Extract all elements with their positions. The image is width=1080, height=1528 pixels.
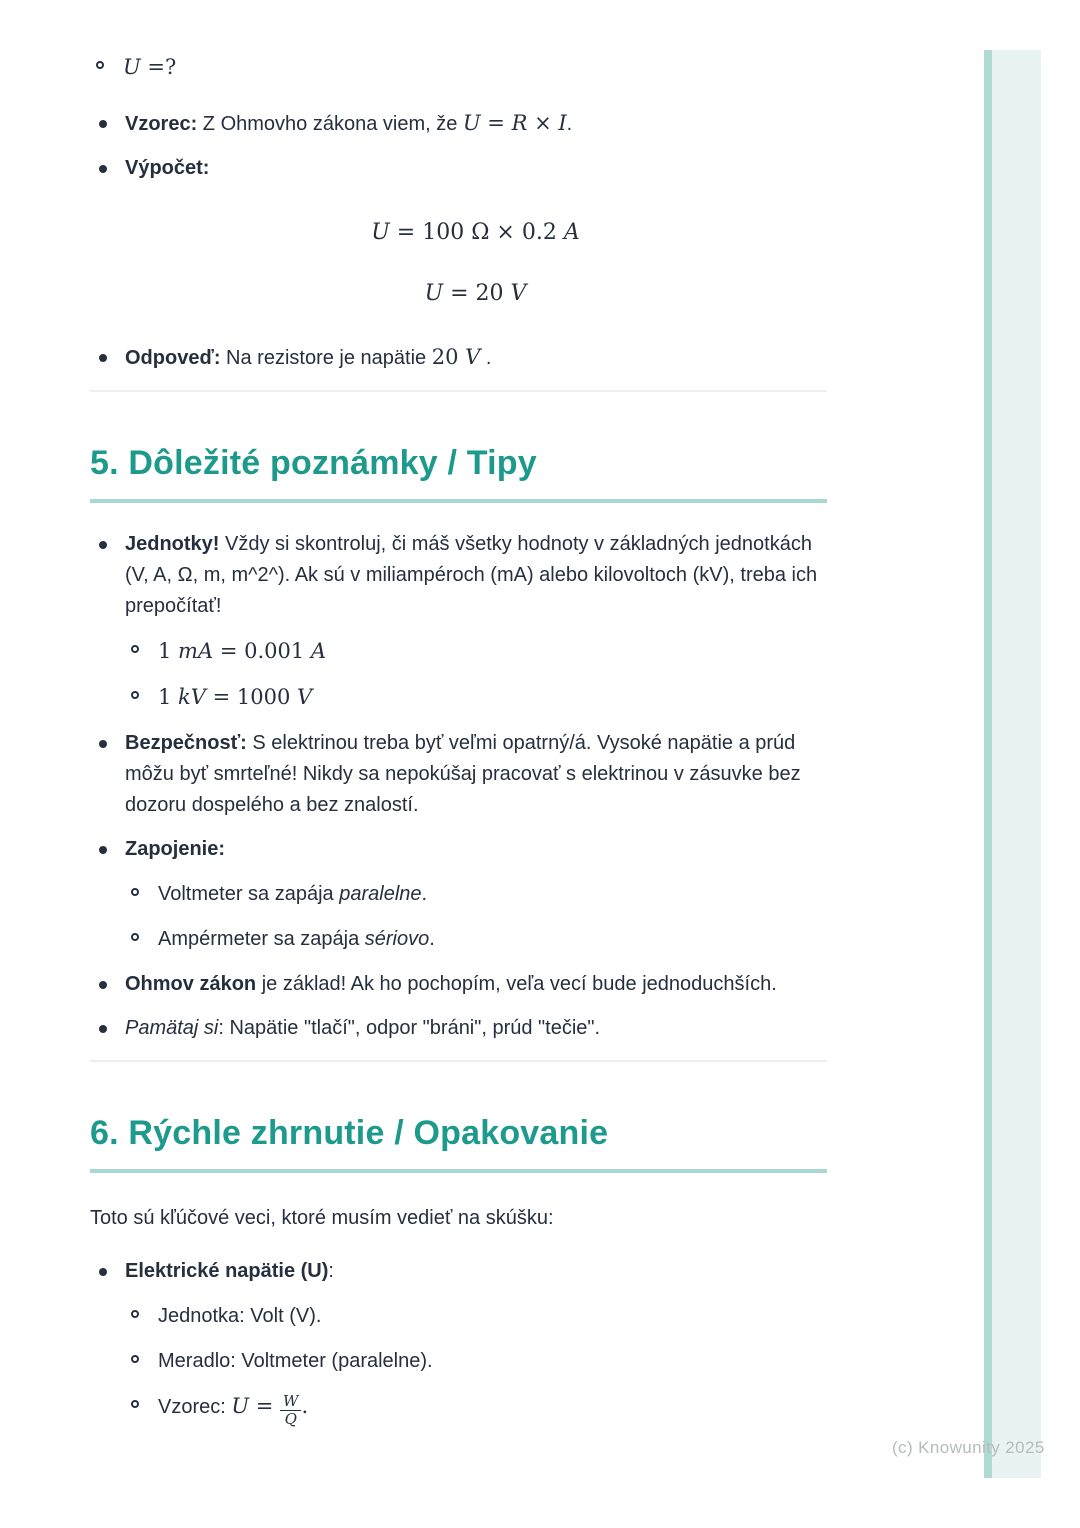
jednotky-text: Vždy si skontroluj, či máš všetky hodnoty v základných jednotkách (V, A, Ω, m, m^2^). Ak sú v miliampéroch (mA) alebo kilovoltoch (kV), treba ich prepočítať! xyxy=(125,533,818,617)
answer-list xyxy=(90,342,827,374)
vzorec-text: Z Ohmovho zákona viem, že xyxy=(197,113,463,135)
odpoved-label: Odpoveď: xyxy=(125,347,221,369)
vzorec-u-text: Vzorec: xyxy=(158,1396,232,1418)
list-item-napatie xyxy=(90,1256,827,1428)
circle-bullet-icon xyxy=(96,61,104,69)
list-item-given-u xyxy=(90,52,827,84)
jednotka-text: Jednotka: Volt (V). xyxy=(158,1305,322,1327)
list-item-pamataj xyxy=(90,1013,827,1044)
section-6-heading: 6. Rýchle zhrnutie / Opakovanie xyxy=(90,1114,827,1173)
ohmov-label: Ohmov zákon xyxy=(125,973,257,995)
fraction-denominator: Q xyxy=(284,1410,297,1428)
circle-bullet-icon xyxy=(131,645,139,653)
math-u-equals: U = xyxy=(231,1394,281,1418)
disc-bullet-icon xyxy=(99,846,107,854)
math-given-u: U =? xyxy=(123,55,177,79)
section-divider xyxy=(90,390,827,392)
solution-list xyxy=(90,108,827,184)
disc-bullet-icon xyxy=(99,165,107,173)
circle-bullet-icon xyxy=(131,691,139,699)
ohmov-text: je základ! Ak ho pochopím, veľa vecí bude jednoduchších. xyxy=(256,973,777,995)
napatie-label: Elektrické napätie (U) xyxy=(125,1260,329,1282)
list-item-vypocet xyxy=(90,153,827,184)
list-item-voltmeter xyxy=(125,879,827,910)
list-item-jednotky xyxy=(90,529,827,714)
napatie-sublist xyxy=(125,1301,827,1428)
math-milliamp: 1 mA = 0.001 A xyxy=(158,639,327,663)
napatie-colon: : xyxy=(328,1260,334,1282)
disc-bullet-icon xyxy=(99,354,107,362)
copyright-watermark: (c) Knowunity 2025 xyxy=(892,1438,1045,1457)
odpoved-tail: . xyxy=(480,347,492,369)
zapojenie-label: Zapojenie: xyxy=(125,838,226,860)
section-divider xyxy=(90,1060,827,1062)
section-5-heading: 5. Dôležité poznámky / Tipy xyxy=(90,444,827,503)
disc-bullet-icon xyxy=(99,541,107,549)
disc-bullet-icon xyxy=(99,981,107,989)
math-kilovolt: 1 kV = 1000 V xyxy=(158,685,313,709)
zapojenie-sublist xyxy=(125,879,827,955)
display-formula-calc2: U = 20 V xyxy=(424,281,527,306)
disc-bullet-icon xyxy=(99,1268,107,1276)
list-item-ma xyxy=(125,636,827,668)
vzorec-tail: . xyxy=(566,113,573,135)
document-content xyxy=(90,0,827,1442)
pamataj-text: : Napätie "tlačí", odpor "bráni", prúd "tečie". xyxy=(218,1017,601,1039)
display-formula-calc1: U = 100 Ω × 0.2 A xyxy=(371,220,580,245)
list-item-bezpecnost xyxy=(90,728,827,821)
list-item-kv xyxy=(125,682,827,714)
list-item-ampermeter xyxy=(125,924,827,955)
section-6-intro: Toto sú kľúčové veci, ktoré musím vedieť na skúšku: xyxy=(90,1207,554,1229)
jednotky-label: Jednotky! xyxy=(125,533,220,555)
list-item-vzorec-u xyxy=(125,1391,827,1428)
pamataj-em: Pamätaj si xyxy=(125,1017,219,1039)
disc-bullet-icon xyxy=(99,120,107,128)
list-item-vzorec xyxy=(90,108,827,140)
math-ohms-law: U = R × I xyxy=(462,111,567,135)
bezpecnost-text: S elektrinou treba byť veľmi opatrný/á. Vysoké napätie a prúd môžu byť smrteľné! Nikdy sa nepokúšaj pracovať s elektrinou v zásuvke bez dozoru dospelého a bez znalostí. xyxy=(125,732,801,816)
list-item-odpoved xyxy=(90,342,827,374)
ampermeter-text: Ampérmeter sa zapája xyxy=(158,928,365,950)
list-item-zapojenie xyxy=(90,834,827,955)
fraction-w-over-q xyxy=(280,1393,301,1429)
circle-bullet-icon xyxy=(131,1355,139,1363)
odpoved-text: Na rezistore je napätie xyxy=(220,347,432,369)
circle-bullet-icon xyxy=(131,888,139,896)
list-item-jednotka xyxy=(125,1301,827,1332)
circle-bullet-icon xyxy=(131,933,139,941)
meradlo-text: Meradlo: Voltmeter (paralelne). xyxy=(158,1350,433,1372)
voltmeter-em: paralelne xyxy=(339,883,422,905)
ampermeter-tail: . xyxy=(429,928,435,950)
decorative-side-bar xyxy=(984,50,1041,1478)
section-5-list xyxy=(90,529,827,1044)
section-6-list xyxy=(90,1256,827,1428)
fraction-numerator: W xyxy=(280,1393,301,1411)
jednotky-sublist xyxy=(125,636,827,714)
math-result: 20 V xyxy=(431,345,481,369)
unknown-variable-list xyxy=(90,52,827,84)
vypocet-label: Výpočet: xyxy=(125,157,210,179)
circle-bullet-icon xyxy=(131,1400,139,1408)
circle-bullet-icon xyxy=(131,1310,139,1318)
list-item-meradlo xyxy=(125,1346,827,1377)
vzorec-label: Vzorec: xyxy=(125,113,198,135)
voltmeter-tail: . xyxy=(421,883,428,905)
vzorec-u-tail: . xyxy=(301,1394,309,1418)
disc-bullet-icon xyxy=(99,740,107,748)
bezpecnost-label: Bezpečnosť: xyxy=(125,732,247,754)
ampermeter-em: sériovo xyxy=(364,928,430,950)
list-item-ohmov xyxy=(90,969,827,1000)
disc-bullet-icon xyxy=(99,1025,107,1033)
voltmeter-text: Voltmeter sa zapája xyxy=(158,883,340,905)
